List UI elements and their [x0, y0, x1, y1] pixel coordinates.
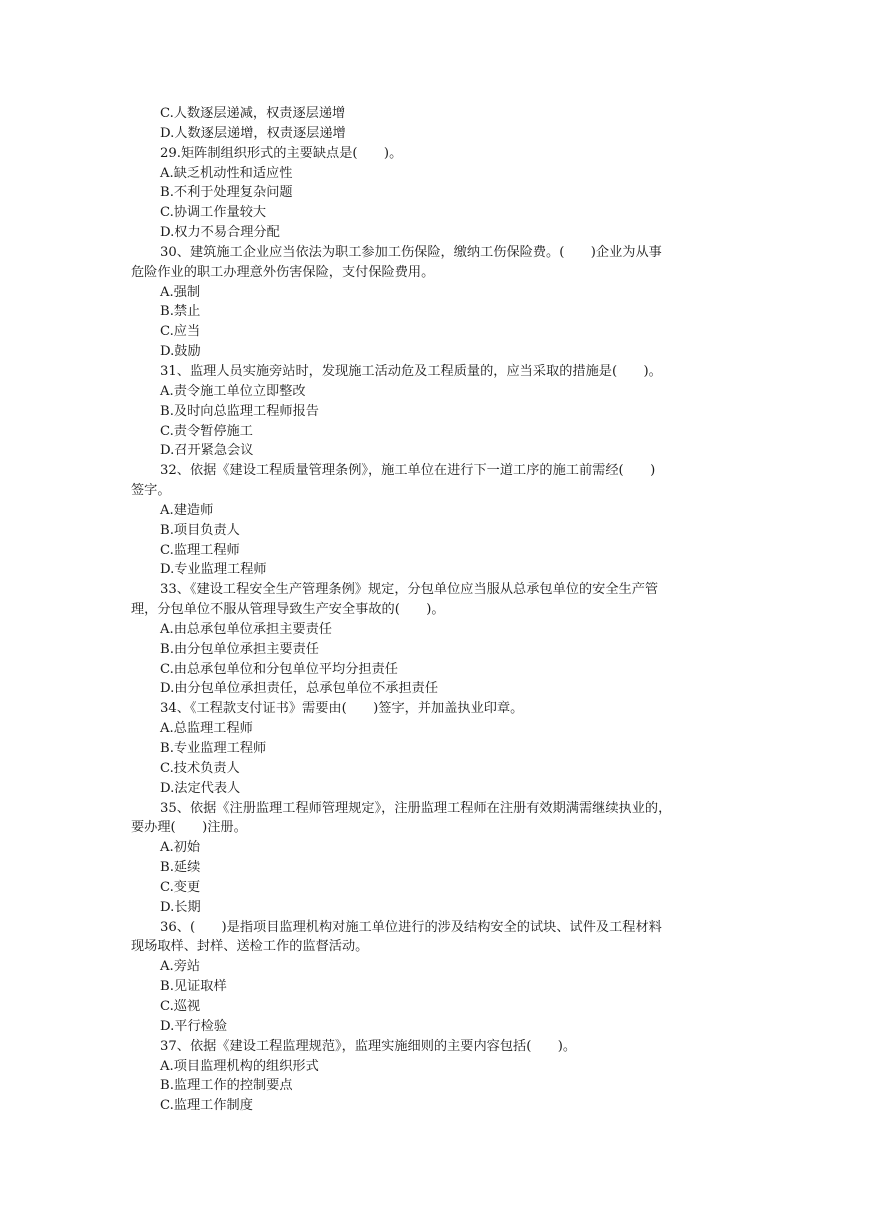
- answer-option: B.及时向总监理工程师报告: [160, 403, 319, 419]
- question-text: 30、建筑施工企业应当依法为职工参加工伤保险，缴纳工伤保险费。( )企业为从事: [160, 244, 662, 260]
- answer-option: D.专业监理工程师: [160, 562, 267, 578]
- answer-option: C.监理工作制度: [160, 1098, 253, 1114]
- answer-option: A.由总承包单位承担主要责任: [160, 621, 332, 637]
- question-text: 32、依据《建设工程质量管理条例》，施工单位在进行下一道工序的施工前需经( ): [160, 463, 656, 479]
- answer-option: D.平行检验: [160, 1018, 228, 1034]
- answer-option: D.权力不易合理分配: [160, 225, 280, 241]
- answer-option: C.应当: [160, 324, 201, 340]
- document-page: [131, 104, 741, 1116]
- answer-option: C.由总承包单位和分包单位平均分担责任: [160, 661, 398, 677]
- question-text: 理，分包单位不服从管理导致生产安全事故的( )。: [131, 602, 445, 618]
- question-text: 35、依据《注册监理工程师管理规定》，注册监理工程师在注册有效期满需继续执业的，: [160, 800, 672, 816]
- answer-option: C.巡视: [160, 998, 201, 1014]
- question-text: 34、《工程款支付证书》需要由( )签字，并加盖执业印章。: [160, 701, 524, 717]
- answer-option: D.人数逐层递增，权责逐层递增: [160, 125, 346, 141]
- answer-option: A.责令施工单位立即整改: [160, 383, 306, 399]
- answer-option: B.延续: [160, 860, 201, 876]
- answer-option: B.监理工作的控制要点: [160, 1078, 293, 1094]
- question-text: 29.矩阵制组织形式的主要缺点是( )。: [160, 145, 403, 161]
- answer-option: B.见证取样: [160, 979, 227, 995]
- answer-option: A.旁站: [160, 959, 201, 975]
- question-text: 危险作业的职工办理意外伤害保险，支付保险费用。: [131, 264, 435, 280]
- answer-option: B.不利于处理复杂问题: [160, 185, 293, 201]
- answer-option: A.初始: [160, 840, 201, 856]
- question-text: 签字。: [131, 483, 171, 499]
- question-text: 37、依据《建设工程监理规范》，监理实施细则的主要内容包括( )。: [160, 1038, 577, 1054]
- answer-option: D.由分包单位承担责任，总承包单位不承担责任: [160, 681, 439, 697]
- answer-option: B.专业监理工程师: [160, 741, 267, 756]
- answer-option: C.协调工作量较大: [160, 205, 267, 221]
- answer-option: D.召开紧急会议: [160, 443, 254, 459]
- answer-option: C.监理工程师: [160, 542, 240, 558]
- answer-option: A.项目监理机构的组织形式: [160, 1058, 319, 1074]
- answer-option: C.责令暂停施工: [160, 423, 253, 439]
- answer-option: B.由分包单位承担主要责任: [160, 641, 319, 657]
- answer-option: C.人数逐层递减，权责逐层递增: [160, 106, 346, 121]
- answer-option: B.项目负责人: [160, 522, 240, 538]
- answer-option: C.技术负责人: [160, 760, 240, 776]
- question-text: 现场取样、封样、送检工作的监督活动。: [131, 939, 369, 955]
- answer-option: A.总监理工程师: [160, 721, 253, 737]
- answer-option: C.变更: [160, 879, 201, 895]
- answer-option: A.缺乏机动性和适应性: [160, 165, 293, 181]
- question-text: 36、( )是指项目监理机构对施工单位进行的涉及结构安全的试块、试件及工程材料: [160, 919, 662, 935]
- answer-option: A.强制: [160, 284, 201, 300]
- answer-option: D.长期: [160, 899, 201, 915]
- answer-option: B.禁止: [160, 304, 201, 320]
- answer-option: A.建造师: [160, 502, 214, 518]
- question-text: 33、《建设工程安全生产管理条例》规定，分包单位应当服从总承包单位的安全生产管: [160, 582, 659, 598]
- question-text: 要办理( )注册。: [131, 820, 247, 836]
- answer-option: D.鼓励: [160, 344, 201, 360]
- question-text: 31、监理人员实施旁站时，发现施工活动危及工程质量的，应当采取的措施是( )。: [160, 363, 662, 379]
- answer-option: D.法定代表人: [160, 780, 241, 796]
